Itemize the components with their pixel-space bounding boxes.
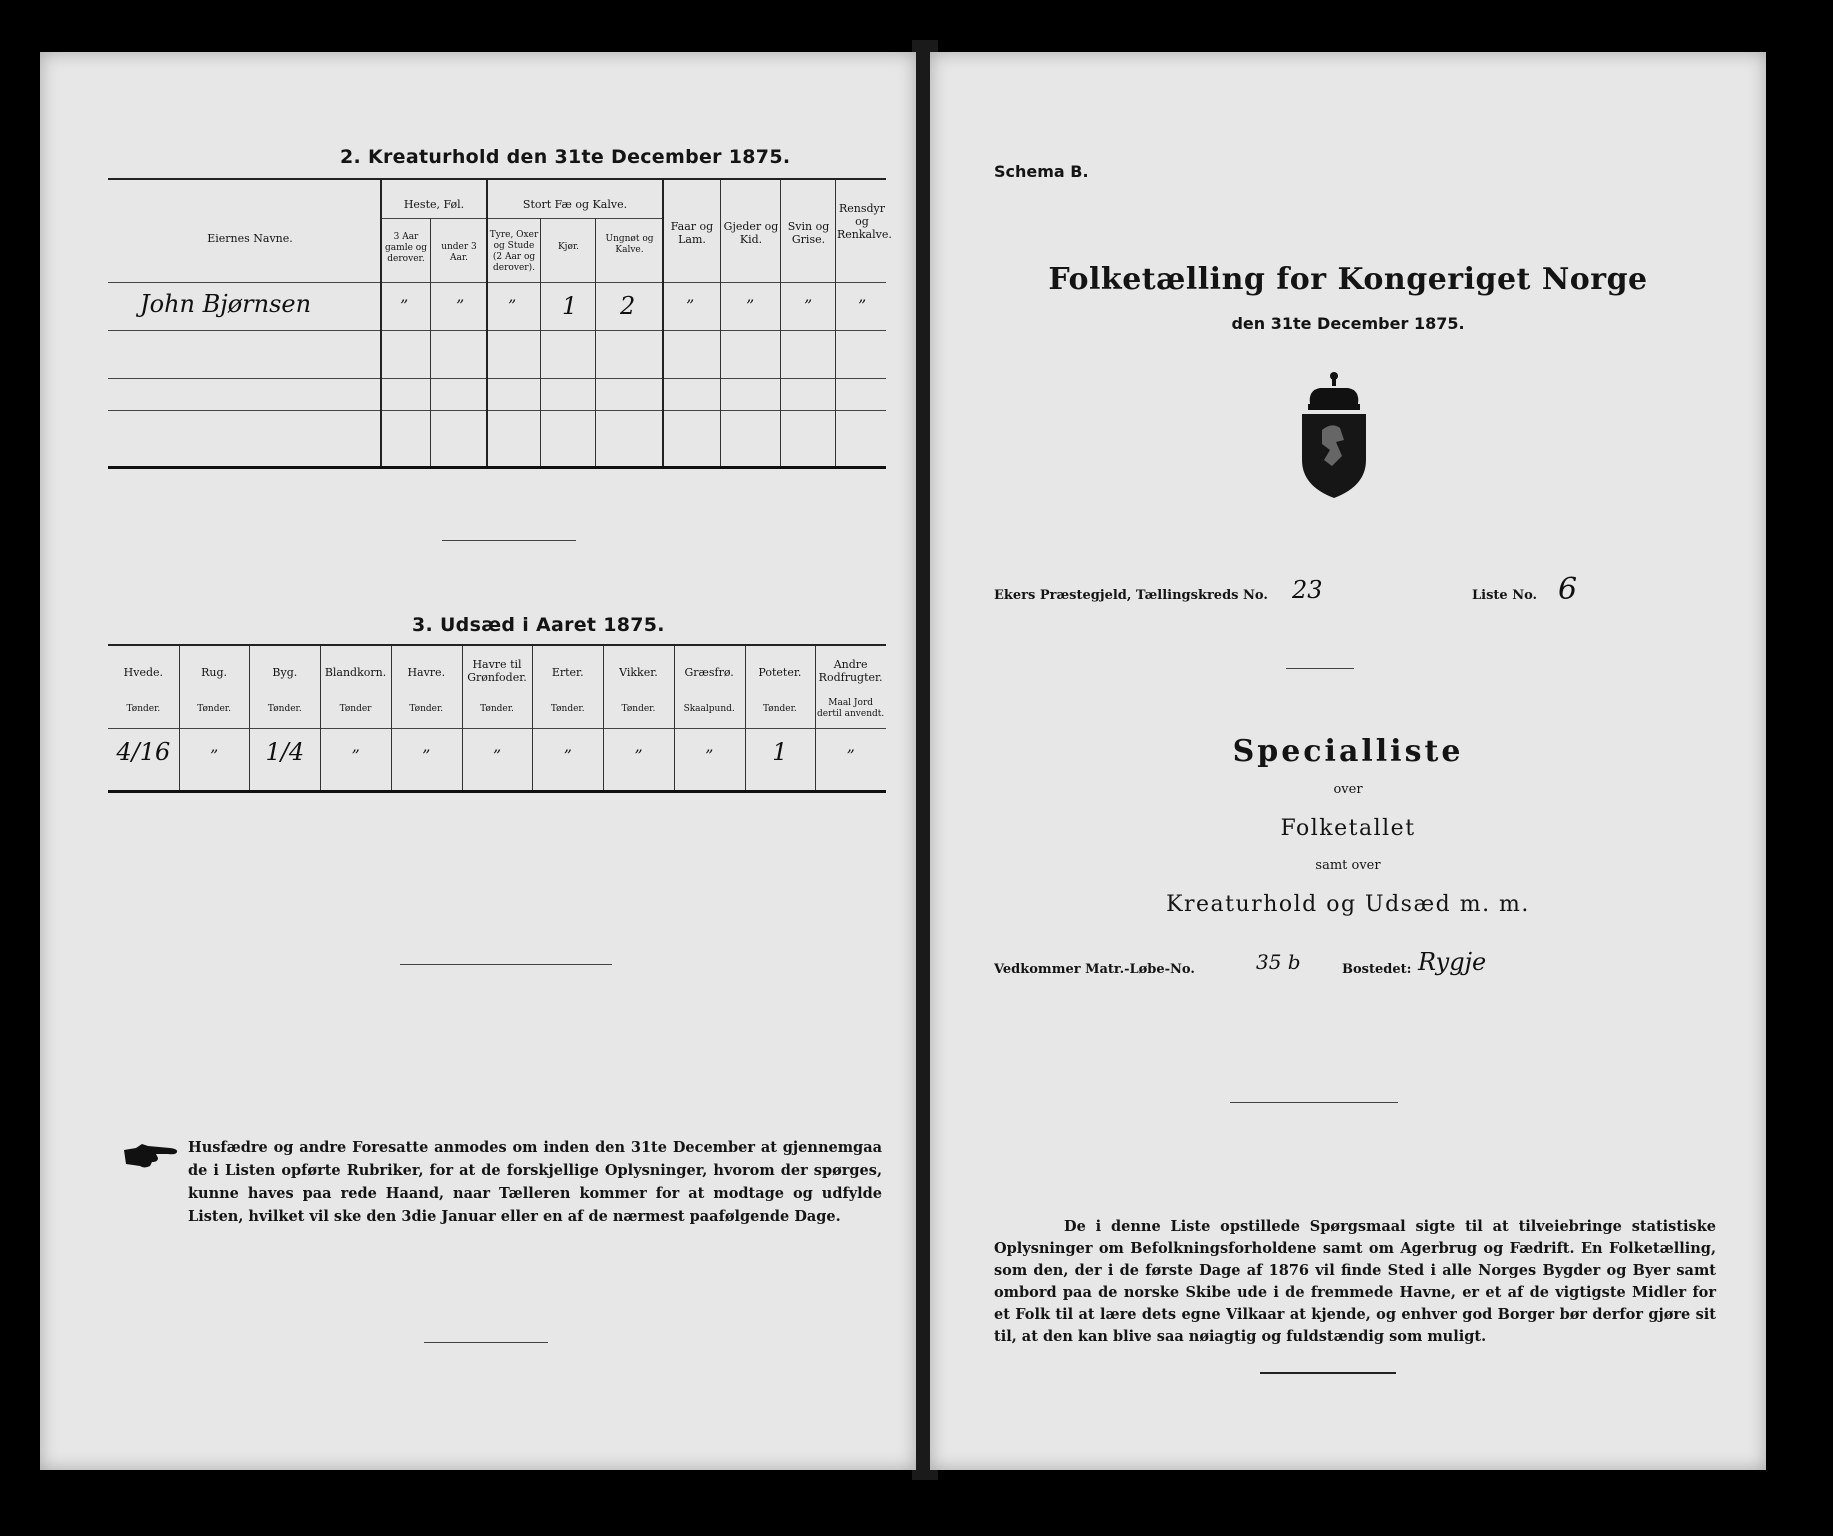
horses-a-header: 3 Aar gamle og derover. [385,232,427,264]
pigs-value: ” [804,296,813,315]
main-subtitle: den 31te December 1875. [1231,314,1465,333]
right-page [930,52,1766,1470]
table3-value: ” [634,746,643,765]
sheep-header: Faar og Lam. [670,220,714,246]
table2-bottom-rule [108,466,886,469]
table3-header-unit: Tønder. [621,704,656,714]
cattle-group-rule [486,218,662,219]
explanatory-paragraph: De i denne Liste opstillede Spørgsmaal sigte til at tilveiebringe statistiske Oplysninger om Befolkningsforholdene samt om Agerbrug og Fædrift. En Folketælling, som den, der i de første Dage af 1876 vil finde Sted i alle Norges Bygder og Byer samt ombord paa de norske Skibe ude i de fremmede Havne, er et af de vigtigste Midler for et Folk til at lære dets egne Vilkaar at kjende, og enhver god Borger bør derfor gjøre sit til, at den kan blive saa nøiagtig og fuldstændig som muligt. [994,1218,1716,1345]
cattle-group-header: Stort Fæ og Kalve. [522,198,628,211]
table3-value: ” [351,746,360,765]
table3-value: ” [563,746,572,765]
table3-header-name: Rug. [201,666,228,679]
table2-row-rule [108,330,886,331]
table3-value: ” [846,746,855,765]
reindeer-header: Rensdyr og Renkalve. [837,202,892,241]
horses-b-value: ” [456,296,465,315]
reindeer-value: ” [858,296,867,315]
specialliste-title: Specialliste [1232,734,1464,769]
cattle-b-value: 1 [562,292,578,320]
table3-header-unit: Tønder [339,704,372,714]
liste-number-handwritten: 6 [1558,572,1578,607]
owner-name-handwritten: John Bjørnsen [140,290,312,318]
table3-header-unit: Maal Jord dertil anvendt. [817,698,885,719]
section2-title: 2. Kreaturhold den 31te December 1875. [340,146,791,168]
matr-label: Vedkommer Matr.-Løbe-No. [994,962,1195,977]
table3-bottom-rule [108,790,886,793]
table3-header-unit: Tønder. [197,704,231,714]
over-text: over [1333,782,1363,797]
matr-number-handwritten: 35 b [1256,950,1301,974]
parish-label: Ekers Præstegjeld, Tællingskreds No. [994,588,1268,603]
table2-top-rule [108,178,886,180]
bosted-label: Bostedet: [1342,962,1412,977]
folketallet-text: Folketallet [1280,816,1416,841]
table3-value: ” [422,746,431,765]
separator-rule [1286,668,1354,669]
table3-header-unit: Tønder. [480,704,514,714]
table3-header-unit: Tønder. [267,704,302,714]
table3-value: ” [209,746,219,765]
table3-value: ” [492,746,502,765]
schema-label: Schema B. [994,162,1089,181]
instruction-note: Husfædre og andre Foresatte anmodes om inden den 31te December at gjennemgaa de i Listen opførte Rubriker, for at de forskjellige Oplysninger, hvorom der spørges, kunne haves paa rede Haand, naar Tælleren kommer for at modtage og udfylde Listen, hvilket vil ske den 3die Januar eller en af de nærmest paafølgende Dage. [188,1139,882,1225]
bosted-handwritten: Rygje [1418,948,1487,976]
coat-of-arms-icon [1292,370,1376,500]
table3-header-name: Byg. [272,666,298,679]
separator-rule [400,964,612,965]
table3-header-unit: Skaalpund. [683,704,735,714]
table3-header-name: Blandkorn. [324,666,387,679]
pigs-header: Svin og Grise. [787,220,830,246]
cattle-c-value: 2 [620,292,636,320]
table3-top-rule [108,644,886,646]
section3-title: 3. Udsæd i Aaret 1875. [412,614,665,636]
separator-rule [424,1342,548,1343]
left-page [40,52,916,1470]
table3-header-unit: Tønder. [550,704,585,714]
cattle-c-header: Ungnøt og Kalve. [605,234,654,255]
sheep-value: ” [686,296,695,315]
cattle-b-header: Kjør. [557,242,580,252]
table3-value: 1/4 [265,738,305,766]
table2-row-rule [108,378,886,379]
table3-header-name: Poteter. [758,666,802,679]
table3-value: ” [705,746,714,765]
table2-header-rule [108,282,886,283]
liste-label: Liste No. [1472,588,1538,603]
separator-rule [442,540,576,541]
table3-header-name: Vikker. [619,666,658,679]
main-title: Folketælling for Kongeriget Norge [1048,262,1648,297]
table2-row-rule [108,410,886,411]
separator-rule [1230,1102,1398,1103]
pointing-hand-icon [122,1142,180,1170]
table3-header-rule [108,728,886,729]
table3-value: 1 [772,738,788,766]
table3-value: 4/16 [116,738,171,766]
horses-group-header: Heste, Føl. [403,198,465,211]
table3-header-name: Græsfrø. [684,666,734,679]
cattle-a-value: ” [508,296,517,315]
kreaturhold-text: Kreaturhold og Udsæd m. m. [1166,892,1530,917]
table3-header-unit: Tønder. [409,704,444,714]
owner-header: Eiernes Navne. [207,232,293,245]
table3-header-name: Erter. [551,666,584,679]
table3-header-name: Andre Rodfrugter. [818,658,883,684]
goats-header: Gjeder og Kid. [723,220,779,246]
separator-rule [1260,1372,1396,1374]
goats-value: ” [746,296,755,315]
table3-header-name: Havre. [407,666,446,679]
horses-b-header: under 3 Aar. [441,242,477,263]
table3-header-name: Havre til Grønfoder. [467,658,527,684]
table3-header-name: Hvede. [123,666,164,679]
horses-a-value: ” [400,296,409,315]
samt-over-text: samt over [1315,858,1381,873]
table3-header-unit: Tønder. [126,704,161,714]
kreds-number-handwritten: 23 [1292,576,1323,604]
cattle-a-header: Tyre, Oxer og Stude (2 Aar og derover). [489,230,539,273]
table3-header-unit: Tønder. [763,704,797,714]
